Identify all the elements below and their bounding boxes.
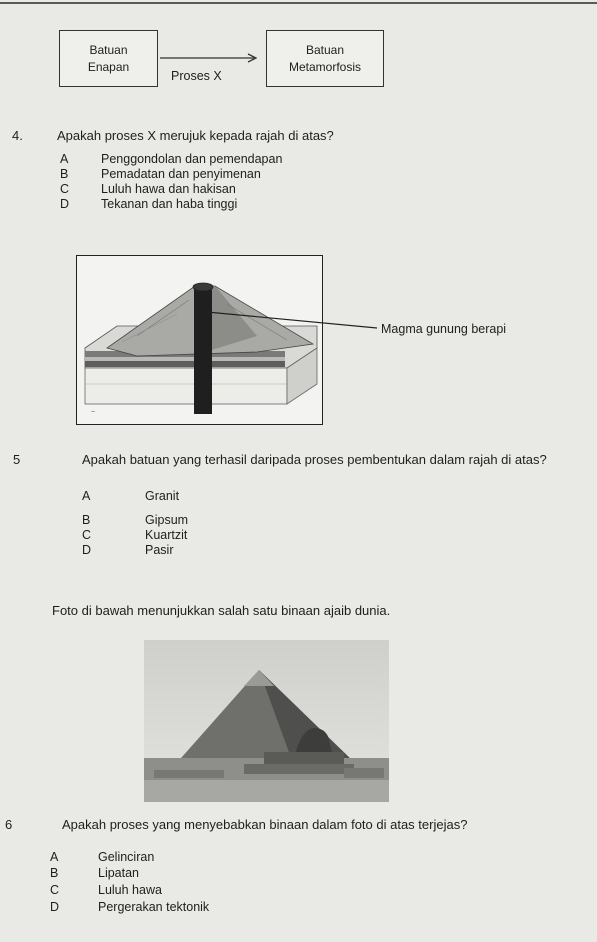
q5-option-a-letter: A <box>82 489 91 503</box>
volcano-diagram <box>76 255 323 425</box>
q5-option-d-text: Pasir <box>145 543 174 557</box>
process-x-label: Proses X <box>171 69 222 83</box>
q6-option-a-text: Gelinciran <box>98 850 155 864</box>
q5-option-c-text: Kuartzit <box>145 528 188 542</box>
box-right-line2: Metamorfosis <box>288 59 362 74</box>
q4-option-c-letter: C <box>60 182 70 196</box>
q5-option-a-text: Granit <box>145 489 180 503</box>
q5-number: 5 <box>13 452 21 467</box>
box-left-line2: Enapan <box>87 59 130 74</box>
photo-intro-text: Foto di bawah menunjukkan salah satu binaan ajaib dunia. <box>52 603 391 618</box>
box-batuan-enapan <box>59 30 158 87</box>
q6-option-b-letter: B <box>50 866 59 880</box>
q6-option-a-letter: A <box>50 850 59 864</box>
volcano-cross-section-illustration <box>77 256 322 424</box>
q4-option-a-letter: A <box>60 152 69 166</box>
q6-option-c-text: Luluh hawa <box>98 883 162 897</box>
q5-question: Apakah batuan yang terhasil daripada proses pembentukan dalam rajah di atas? <box>82 452 547 467</box>
q6-number: 6 <box>5 817 13 832</box>
svg-text:~: ~ <box>91 409 96 416</box>
q6-option-d-letter: D <box>50 900 60 914</box>
q4-number: 4. <box>12 128 23 143</box>
box-right-line1: Batuan <box>305 42 345 57</box>
q4-option-d-text: Tekanan dan haba tinggi <box>101 197 238 211</box>
q5-option-d-letter: D <box>82 543 92 557</box>
box-left-line1: Batuan <box>89 42 128 57</box>
arrow-right-icon <box>158 52 264 64</box>
top-border-line <box>0 2 597 4</box>
pyramid-sphinx-photo <box>144 640 389 802</box>
q6-option-b-text: Lipatan <box>98 866 140 880</box>
volcano-magma-label: Magma gunung berapi <box>381 322 507 336</box>
q4-option-b-letter: B <box>60 167 69 181</box>
pointer-line <box>205 310 380 332</box>
q5-option-c-letter: C <box>82 528 92 542</box>
q6-question: Apakah proses yang menyebabkan binaan dalam foto di atas terjejas? <box>62 817 468 832</box>
box-batuan-metamorfosis <box>266 30 384 87</box>
q5-option-b-text: Gipsum <box>145 513 189 527</box>
q4-option-c-text: Luluh hawa dan hakisan <box>101 182 236 196</box>
q4-question: Apakah proses X merujuk kepada rajah di atas? <box>57 128 334 143</box>
q4-option-b-text: Pemadatan dan penyimenan <box>101 167 261 181</box>
pyramid-sphinx-illustration <box>144 640 389 802</box>
q5-option-b-letter: B <box>82 513 91 527</box>
q4-option-a-text: Penggondolan dan pemendapan <box>101 152 283 166</box>
q4-option-d-letter: D <box>60 197 70 211</box>
q6-option-d-text: Pergerakan tektonik <box>98 900 210 914</box>
q6-option-c-letter: C <box>50 883 60 897</box>
